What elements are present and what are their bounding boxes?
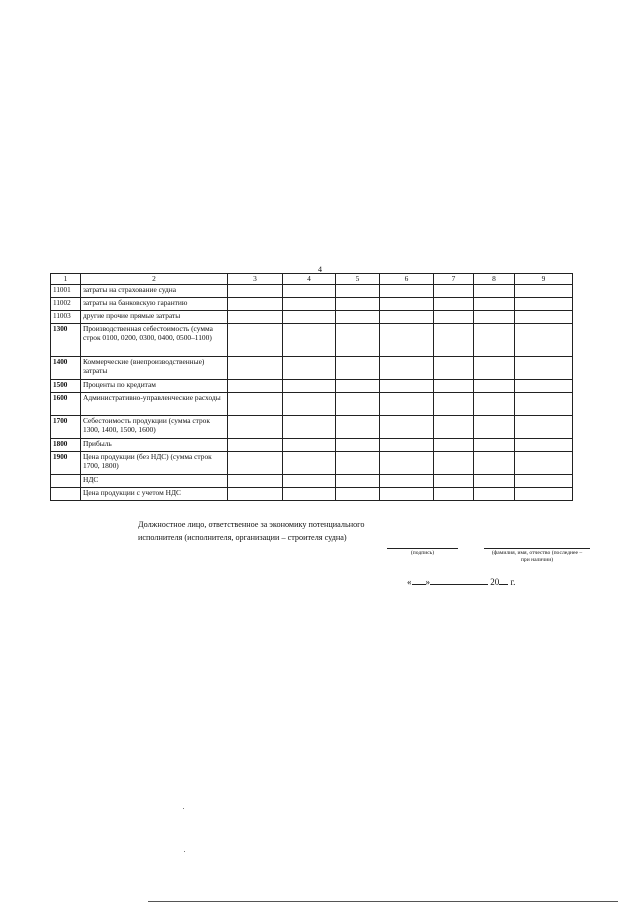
value-cell[interactable] xyxy=(434,439,474,452)
row-name: Цена продукции с учетом НДС xyxy=(81,488,228,501)
value-cell[interactable] xyxy=(380,393,434,416)
value-cell[interactable] xyxy=(474,475,515,488)
value-cell[interactable] xyxy=(474,324,515,357)
value-cell[interactable] xyxy=(336,357,380,380)
row-code xyxy=(51,475,81,488)
value-cell[interactable] xyxy=(283,298,336,311)
column-header: 6 xyxy=(380,274,434,285)
value-cell[interactable] xyxy=(336,298,380,311)
value-cell[interactable] xyxy=(434,285,474,298)
value-cell[interactable] xyxy=(283,416,336,439)
column-header: 4 xyxy=(283,274,336,285)
value-cell[interactable] xyxy=(434,311,474,324)
value-cell[interactable] xyxy=(380,439,434,452)
row-code: 11003 xyxy=(51,311,81,324)
value-cell[interactable] xyxy=(283,452,336,475)
value-cell[interactable] xyxy=(474,416,515,439)
row-name: НДС xyxy=(81,475,228,488)
value-cell[interactable] xyxy=(336,416,380,439)
value-cell[interactable] xyxy=(228,285,283,298)
value-cell[interactable] xyxy=(515,439,573,452)
column-header: 8 xyxy=(474,274,515,285)
value-cell[interactable] xyxy=(474,393,515,416)
table-row xyxy=(51,298,573,311)
value-cell[interactable] xyxy=(515,324,573,357)
column-header: 5 xyxy=(336,274,380,285)
row-code: 1400 xyxy=(51,357,81,380)
value-cell[interactable] xyxy=(283,475,336,488)
value-cell[interactable] xyxy=(515,298,573,311)
value-cell[interactable] xyxy=(228,439,283,452)
value-cell[interactable] xyxy=(228,311,283,324)
table-row xyxy=(51,475,573,488)
value-cell[interactable] xyxy=(380,324,434,357)
row-code: 1700 xyxy=(51,416,81,439)
table-row xyxy=(51,452,573,475)
row-code: 1600 xyxy=(51,393,81,416)
month-blank[interactable] xyxy=(430,584,488,585)
value-cell[interactable] xyxy=(380,357,434,380)
value-cell[interactable] xyxy=(434,488,474,501)
table-header-row xyxy=(51,274,573,285)
value-cell[interactable] xyxy=(515,393,573,416)
date-close-quote: » xyxy=(425,577,430,587)
value-cell[interactable] xyxy=(228,452,283,475)
value-cell[interactable] xyxy=(434,393,474,416)
value-cell[interactable] xyxy=(434,324,474,357)
scan-speck xyxy=(183,808,184,809)
value-cell[interactable] xyxy=(336,380,380,393)
row-name: Коммерческие (внепроизводственные) затраты xyxy=(81,357,228,380)
value-cell[interactable] xyxy=(434,416,474,439)
signature-line[interactable] xyxy=(387,548,458,549)
cost-calculation-table xyxy=(50,273,573,501)
value-cell[interactable] xyxy=(228,380,283,393)
value-cell[interactable] xyxy=(474,488,515,501)
row-name: Производственная себестоимость (сумма строк 0100, 0200, 0300, 0400, 0500–1100) xyxy=(81,324,228,357)
value-cell[interactable] xyxy=(380,488,434,501)
column-header: 7 xyxy=(434,274,474,285)
column-header: 1 xyxy=(51,274,81,285)
value-cell[interactable] xyxy=(474,439,515,452)
row-code: 1500 xyxy=(51,380,81,393)
value-cell[interactable] xyxy=(380,416,434,439)
value-cell[interactable] xyxy=(515,357,573,380)
value-cell[interactable] xyxy=(283,380,336,393)
row-code xyxy=(51,488,81,501)
table-row xyxy=(51,285,573,298)
value-cell[interactable] xyxy=(434,298,474,311)
value-cell[interactable] xyxy=(434,475,474,488)
value-cell[interactable] xyxy=(515,311,573,324)
value-cell[interactable] xyxy=(336,285,380,298)
row-name: затраты на страхование судна xyxy=(81,285,228,298)
value-cell[interactable] xyxy=(336,488,380,501)
value-cell[interactable] xyxy=(515,475,573,488)
value-cell[interactable] xyxy=(228,416,283,439)
table-row xyxy=(51,488,573,501)
row-name: затраты на банковскую гарантию xyxy=(81,298,228,311)
table-row xyxy=(51,324,573,357)
row-name: Прибыль xyxy=(81,439,228,452)
value-cell[interactable] xyxy=(336,475,380,488)
value-cell[interactable] xyxy=(434,380,474,393)
table-row xyxy=(51,311,573,324)
value-cell[interactable] xyxy=(474,298,515,311)
row-code: 1800 xyxy=(51,439,81,452)
value-cell[interactable] xyxy=(380,311,434,324)
year-blank[interactable] xyxy=(499,584,508,585)
value-cell[interactable] xyxy=(434,452,474,475)
date-field xyxy=(407,577,515,587)
value-cell[interactable] xyxy=(283,285,336,298)
scan-edge xyxy=(148,901,618,902)
column-header: 3 xyxy=(228,274,283,285)
value-cell[interactable] xyxy=(515,416,573,439)
year-prefix: 20 xyxy=(490,577,500,587)
column-header: 2 xyxy=(81,274,228,285)
value-cell[interactable] xyxy=(474,357,515,380)
value-cell[interactable] xyxy=(336,324,380,357)
year-suffix: г. xyxy=(510,577,516,587)
page-number: 4 xyxy=(318,265,322,274)
value-cell[interactable] xyxy=(380,475,434,488)
row-code: 1900 xyxy=(51,452,81,475)
row-name: Цена продукции (без НДС) (сумма строк 1700, 1800) xyxy=(81,452,228,475)
row-code: 11002 xyxy=(51,298,81,311)
day-blank[interactable] xyxy=(412,584,426,585)
row-name: Себестоимость продукции (сумма строк 1300, 1400, 1500, 1600) xyxy=(81,416,228,439)
scan-speck xyxy=(184,851,185,852)
table-row xyxy=(51,393,573,416)
name-line[interactable] xyxy=(484,548,590,549)
value-cell[interactable] xyxy=(283,311,336,324)
value-cell[interactable] xyxy=(380,298,434,311)
value-cell[interactable] xyxy=(283,357,336,380)
value-cell[interactable] xyxy=(515,285,573,298)
value-cell[interactable] xyxy=(474,285,515,298)
signature-caption: (подпись) xyxy=(410,550,435,556)
value-cell[interactable] xyxy=(515,380,573,393)
value-cell[interactable] xyxy=(434,357,474,380)
table-row xyxy=(51,439,573,452)
value-cell[interactable] xyxy=(228,393,283,416)
official-signature-text: Должностное лицо, ответственное за экономику потенциального исполнителя (исполнителя, организации – строителя судна) xyxy=(138,520,365,542)
table-row xyxy=(51,416,573,439)
value-cell[interactable] xyxy=(228,298,283,311)
value-cell[interactable] xyxy=(474,311,515,324)
value-cell[interactable] xyxy=(336,311,380,324)
row-code: 11001 xyxy=(51,285,81,298)
value-cell[interactable] xyxy=(474,452,515,475)
value-cell[interactable] xyxy=(515,452,573,475)
row-name: другие прочие прямые затраты xyxy=(81,311,228,324)
value-cell[interactable] xyxy=(228,488,283,501)
value-cell[interactable] xyxy=(336,439,380,452)
value-cell[interactable] xyxy=(283,324,336,357)
table-row xyxy=(51,380,573,393)
value-cell[interactable] xyxy=(380,452,434,475)
value-cell[interactable] xyxy=(283,488,336,501)
value-cell[interactable] xyxy=(228,475,283,488)
row-name: Проценты по кредитам xyxy=(81,380,228,393)
value-cell[interactable] xyxy=(474,380,515,393)
value-cell[interactable] xyxy=(283,439,336,452)
name-caption: (фамилия, имя, отчество (последнее – при наличии) xyxy=(491,550,583,563)
value-cell[interactable] xyxy=(336,393,380,416)
value-cell[interactable] xyxy=(380,380,434,393)
value-cell[interactable] xyxy=(380,285,434,298)
value-cell[interactable] xyxy=(283,393,336,416)
row-name: Административно-управленческие расходы xyxy=(81,393,228,416)
row-code: 1300 xyxy=(51,324,81,357)
column-header: 9 xyxy=(515,274,573,285)
value-cell[interactable] xyxy=(336,452,380,475)
value-cell[interactable] xyxy=(228,357,283,380)
date-open-quote: « xyxy=(407,577,412,587)
value-cell[interactable] xyxy=(515,488,573,501)
value-cell[interactable] xyxy=(228,324,283,357)
table-row xyxy=(51,357,573,380)
